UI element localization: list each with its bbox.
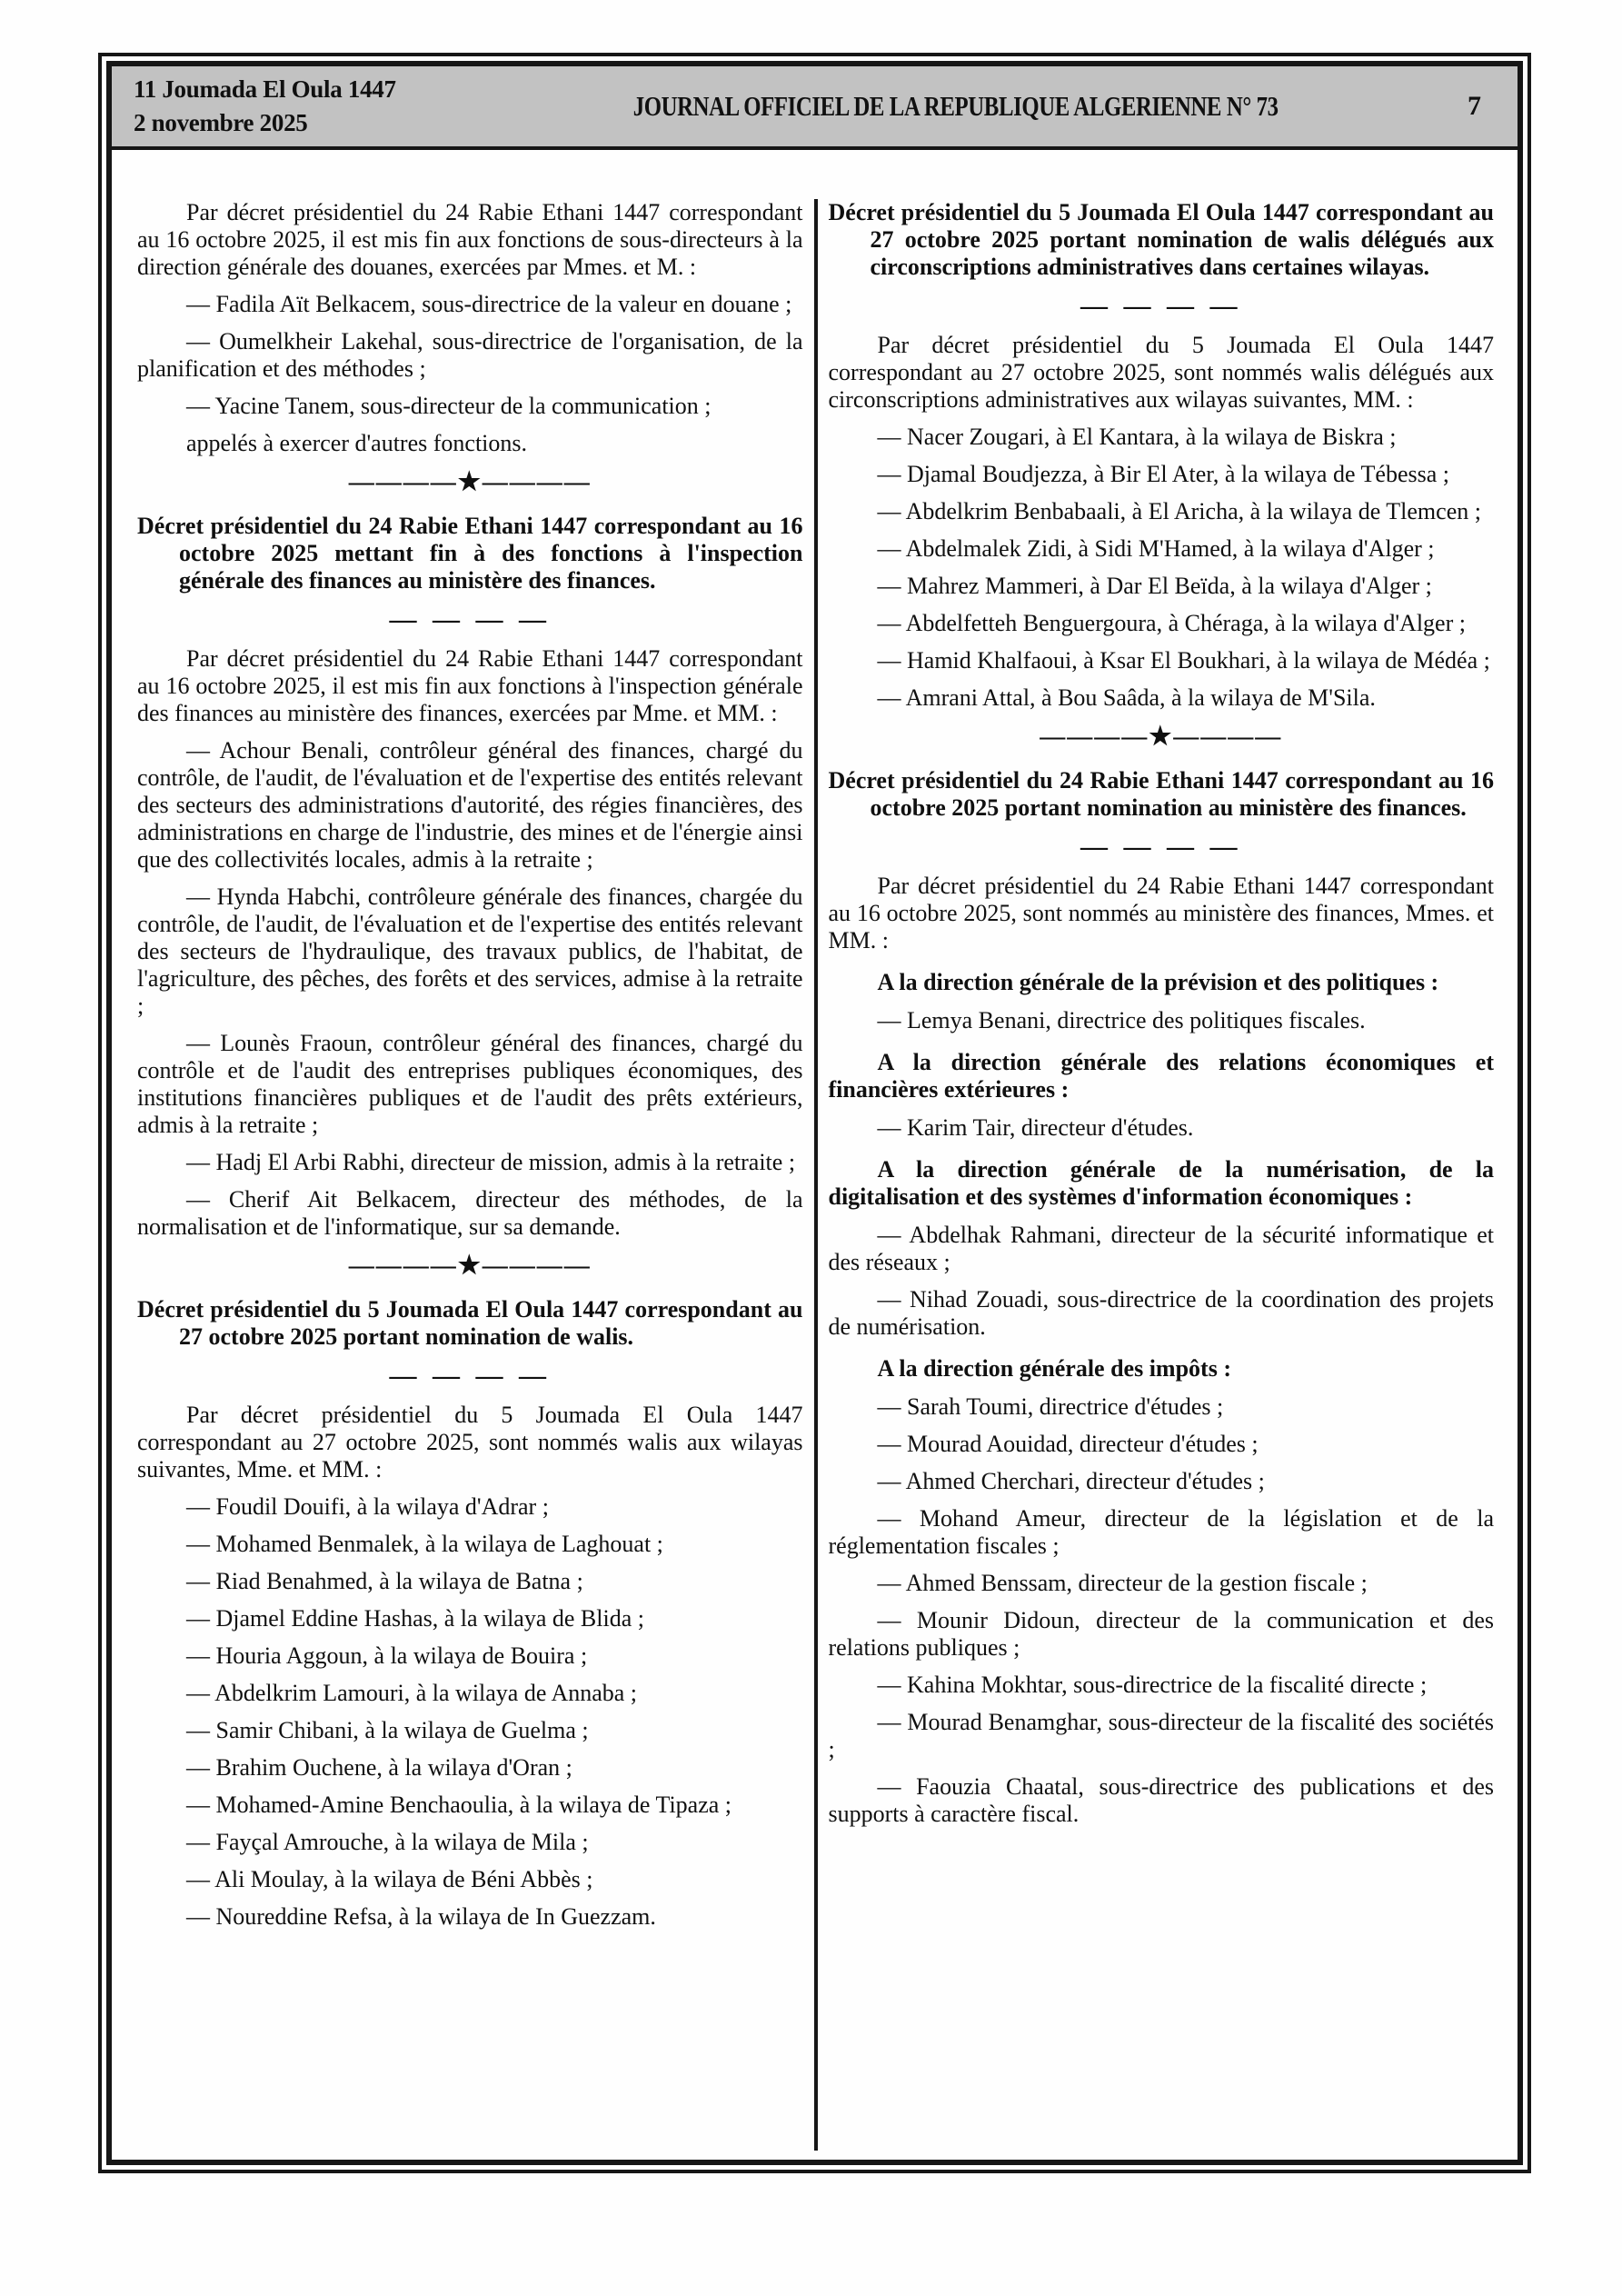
list-item: — Mourad Aouidad, directeur d'études ; xyxy=(877,1431,1259,1457)
page-number: 7 xyxy=(1468,91,1481,121)
list-item: — Foudil Douifi, à la wilaya d'Adrar ; xyxy=(186,1493,549,1520)
masthead xyxy=(112,66,1518,150)
list-item: — Ahmed Cherchari, directeur d'études ; xyxy=(877,1468,1265,1494)
list-item: — Abdelkrim Benbabaali, à El Aricha, à la wilaya de Tlemcen ; xyxy=(877,498,1481,524)
list-item: — Kahina Mokhtar, sous-directrice de la fiscalité directe ; xyxy=(877,1672,1428,1698)
list-item: — Mohamed-Amine Benchaoulia, à la wilaya de Tipaza ; xyxy=(186,1792,732,1818)
page-content xyxy=(112,150,1518,2160)
list-item: — Noureddine Refsa, à la wilaya de In Guezzam. xyxy=(186,1903,656,1930)
list-item: — Djamel Eddine Hashas, à la wilaya de Blida ; xyxy=(186,1605,644,1632)
list-item: — Nihad Zouadi, sous-directrice de la coordination des projets de numérisation. xyxy=(828,1286,1494,1340)
list-item: — Cherif Ait Belkacem, directeur des méthodes, de la normalisation et de l'informatique, sur sa demande. xyxy=(137,1186,803,1240)
list-item: — Hadj El Arbi Rabhi, directeur de mission, admis à la retraite ; xyxy=(186,1149,796,1175)
list-item: — Riad Benahmed, à la wilaya de Batna ; xyxy=(186,1568,583,1594)
paragraph: Par décret présidentiel du 24 Rabie Ethani 1447 correspondant au 16 octobre 2025, il est mis fin aux fonctions à l'inspection générale des finances au ministère des finances, exercées par Mme. et MM. : xyxy=(137,645,803,726)
list-item: — Ali Moulay, à la wilaya de Béni Abbès ; xyxy=(186,1866,593,1892)
list-item: — Mounir Didoun, directeur de la communication et des relations publiques ; xyxy=(828,1607,1494,1661)
gregorian-date: 2 novembre 2025 xyxy=(134,109,308,136)
list-item: — Fadila Aït Belkacem, sous-directrice de la valeur en douane ; xyxy=(186,291,792,317)
list-item: — Abdelhak Rahmani, directeur de la sécurité informatique et des réseaux ; xyxy=(828,1222,1494,1275)
list-item: — Mahrez Mammeri, à Dar El Beïda, à la wilaya d'Alger ; xyxy=(877,573,1432,599)
left-column xyxy=(126,199,814,2151)
list-item: — Faouzia Chaatal, sous-directrice des publications et des supports à caractère fiscal. xyxy=(828,1773,1494,1827)
list-item: — Yacine Tanem, sous-directeur de la communication ; xyxy=(186,393,711,419)
right-column xyxy=(818,199,1506,2151)
decree-heading: Décret présidentiel du 5 Joumada El Oula 1447 correspondant au 27 octobre 2025 portant nomination de walis délégués aux circonscriptions administratives dans certaines wilayas. xyxy=(828,199,1494,280)
page-frame xyxy=(98,53,1531,2173)
list-item: — Oumelkheir Lakehal, sous-directrice de l'organisation, de la planification et des méthodes ; xyxy=(137,328,803,382)
list-item: — Lounès Fraoun, contrôleur général des finances, chargé du contrôle et de l'audit des entreprises publiques économiques, des institutions financières publiques et de l'audit des prêts extérieurs, admis à la retraite ; xyxy=(137,1030,803,1138)
direction-subheading: A la direction générale des impôts : xyxy=(877,1355,1231,1382)
list-item: — Lemya Benani, directrice des politiques fiscales. xyxy=(877,1007,1366,1033)
issue-dates xyxy=(134,73,497,140)
paragraph: Par décret présidentiel du 5 Joumada El Oula 1447 correspondant au 27 octobre 2025, sont nommés walis délégués aux circonscriptions administratives aux wilayas suivantes, MM. : xyxy=(828,332,1494,413)
list-item: — Hynda Habchi, contrôleure générale des finances, chargée du contrôle, de l'audit, de l'évaluation et de l'expertise des entités relevant des secteurs de l'hydraulique, des travaux publics, de l'habitat, de l'agriculture, des pêches, des forêts et des services, admise à la retraite ; xyxy=(137,883,803,1019)
list-item: — Mohamed Benmalek, à la wilaya de Laghouat ; xyxy=(186,1531,663,1557)
list-item: — Ahmed Benssam, directeur de la gestion fiscale ; xyxy=(877,1570,1368,1596)
list-item: — Djamal Boudjezza, à Bir El Ater, à la wilaya de Tébessa ; xyxy=(877,461,1449,487)
decree-heading: Décret présidentiel du 5 Joumada El Oula 1447 correspondant au 27 octobre 2025 portant nomination de walis. xyxy=(137,1296,803,1350)
list-item: — Sarah Toumi, directrice d'études ; xyxy=(877,1393,1224,1420)
list-item: — Fayçal Amrouche, à la wilaya de Mila ; xyxy=(186,1829,589,1855)
direction-subheading: A la direction générale de la numérisation, de la digitalisation et des systèmes d'information économiques : xyxy=(828,1156,1494,1210)
direction-subheading: A la direction générale des relations économiques et financières extérieures : xyxy=(828,1049,1494,1103)
hijri-date: 11 Joumada El Oula 1447 xyxy=(134,75,396,103)
list-item: — Mohand Ameur, directeur de la législation et de la réglementation fiscales ; xyxy=(828,1505,1494,1559)
list-item: — Hamid Khalfaoui, à Ksar El Boukhari, à la wilaya de Médéa ; xyxy=(877,647,1490,674)
paragraph: Par décret présidentiel du 24 Rabie Ethani 1447 correspondant au 16 octobre 2025, il est mis fin aux fonctions de sous-directeurs à la direction générale des douanes, exercées par Mmes. et M. : xyxy=(137,199,803,280)
journal-title-text: JOURNAL OFFICIEL DE LA REPUBLIQUE ALGERIENNE N° 73 xyxy=(632,90,1279,122)
dash-separator: — — — — xyxy=(1080,291,1242,321)
list-item: — Samir Chibani, à la wilaya de Guelma ; xyxy=(186,1717,589,1743)
decree-heading: Décret présidentiel du 24 Rabie Ethani 1447 correspondant au 16 octobre 2025 mettant fin à des fonctions à l'inspection générale des finances au ministère des finances. xyxy=(137,513,803,594)
list-item: — Amrani Attal, à Bou Saâda, à la wilaya de M'Sila. xyxy=(877,684,1376,711)
direction-subheading: A la direction générale de la prévision et des politiques : xyxy=(877,969,1439,995)
star-separator: ————★———— xyxy=(348,1252,592,1280)
dash-separator: — — — — xyxy=(389,1361,551,1391)
page-frame-inner xyxy=(106,61,1523,2165)
journal-title xyxy=(497,90,1414,123)
list-item: — Houria Aggoun, à la wilaya de Bouira ; xyxy=(186,1642,588,1669)
star-separator: ————★———— xyxy=(1040,723,1283,751)
decree-heading: Décret présidentiel du 24 Rabie Ethani 1447 correspondant au 16 octobre 2025 portant nomination au ministère des finances. xyxy=(828,767,1494,821)
list-item: — Mourad Benamghar, sous-directeur de la fiscalité des sociétés ; xyxy=(828,1709,1494,1762)
list-item: — Nacer Zougari, à El Kantara, à la wilaya de Biskra ; xyxy=(877,424,1397,450)
list-item: — Abdelmalek Zidi, à Sidi M'Hamed, à la wilaya d'Alger ; xyxy=(877,535,1435,562)
dash-separator: — — — — xyxy=(1080,832,1242,862)
list-item: — Karim Tair, directeur d'études. xyxy=(877,1114,1194,1141)
paragraph: appelés à exercer d'autres fonctions. xyxy=(186,430,528,456)
paragraph: Par décret présidentiel du 5 Joumada El Oula 1447 correspondant au 27 octobre 2025, sont nommés walis aux wilayas suivantes, Mme. et MM. : xyxy=(137,1402,803,1482)
paragraph: Par décret présidentiel du 24 Rabie Ethani 1447 correspondant au 16 octobre 2025, sont nommés au ministère des finances, Mmes. et MM. : xyxy=(828,873,1494,953)
star-separator: ————★———— xyxy=(348,468,592,496)
list-item: — Achour Benali, contrôleur général des finances, chargé du contrôle, de l'audit, de l'évaluation et de l'expertise des entités relevant des secteurs des administrations d'autorité, des régies financières, des administrations en charge de l'industrie, des mines et de l'énergie ainsi que des collectivités locales, admis à la retraite ; xyxy=(137,737,803,873)
list-item: — Abdelkrim Lamouri, à la wilaya de Annaba ; xyxy=(186,1680,638,1706)
dash-separator: — — — — xyxy=(389,604,551,634)
list-item: — Abdelfetteh Benguergoura, à Chéraga, à la wilaya d'Alger ; xyxy=(877,610,1466,636)
list-item: — Brahim Ouchene, à la wilaya d'Oran ; xyxy=(186,1754,572,1781)
